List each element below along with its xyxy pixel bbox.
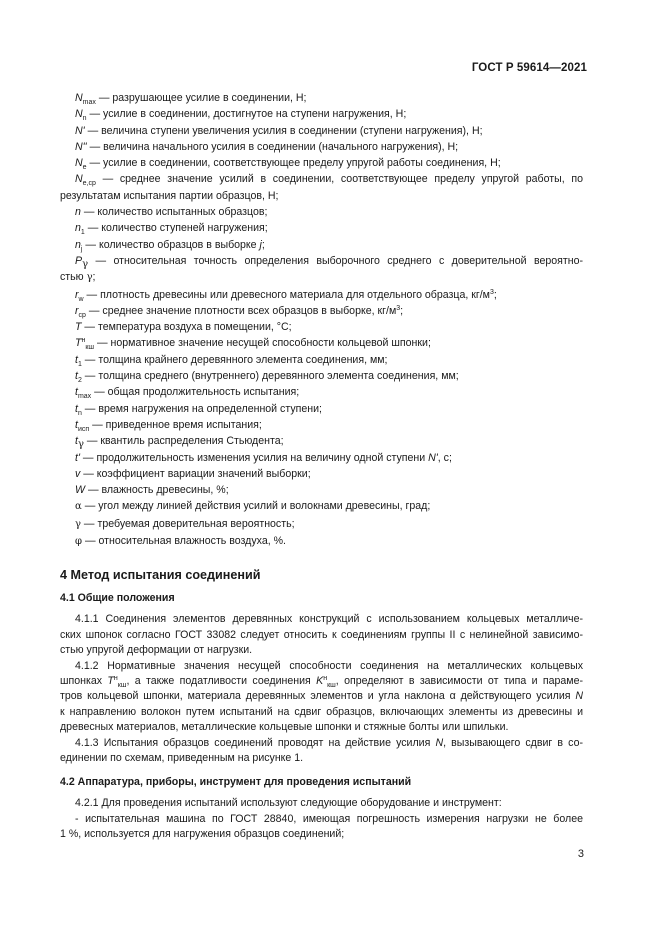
symbol-definition: $N_e$ — усилие в соединении, соответствующее пределу упругой работы соединения, Н; [75, 157, 501, 172]
page-number: 3 [577, 848, 584, 860]
symbol-definition: $n_j$ — количество образцов в выборке j; [75, 238, 265, 253]
symbol-definition: tγ — квантиль распределения Стьюдента; [75, 435, 284, 451]
symbol-definition: $T^н_{кш}$ — нормативное значение несущей способности кольцевой шпонки; [75, 337, 431, 352]
paragraph-4-1-3: 4.1.3 Испытания образцов соединений проводят на действие усилия N, вызывающего сдвиг в со- единении по схемам, приведенным на рисунке 1. [60, 736, 583, 764]
subsection-heading: 4.1 Общие положения [60, 592, 175, 605]
symbol-definition: N'' — величина начального усилия в соединении (начального нагружения), Н; [75, 140, 459, 153]
symbol-definition: t' — продолжительность изменения усилия на величину одной ступени N', с; [75, 451, 452, 464]
section-heading: 4 Метод испытания соединений [60, 568, 261, 583]
symbol-definition: Pγ — относительная точность определения выборочного среднего с доверительной вероятно- стью γ; [60, 254, 583, 284]
symbol-definition: $t_1$ — толщина крайнего деревянного элемента соединения, мм; [75, 353, 388, 368]
paragraph-4-1-1: 4.1.1 Соединения элементов деревянных конструкций с использованием кольцевых металличе- ских шпонок согласно ГОСТ 33082 следует относить к соединениям группы II с нелинейной зависимо- стью упругой деформации от нагрузки. [60, 613, 583, 657]
paragraph-4-1-2: 4.1.2 Нормативные значения несущей способности соединения на металлических кольцевых шпонках $T^н_{кш}$, а также податливости соединения $K^н_{кш}$, определяют в зависимости от типа и параме- тров кольцевой шпонки, материала деревянных элементов и угла наклона α действующего усилия N к направлению волокон путем испытаний на сдвиг образцов, включающих элементы из древесины и древесных материалов, металлические кольцевые шпонки и стяжные болты или шпильки. [60, 659, 583, 734]
symbol-definition: γ — требуемая доверительная вероятность; [75, 517, 295, 530]
paragraph-4-2-1: 4.2.1 Для проведения испытаний используют следующие оборудование и инструмент: [75, 797, 502, 810]
symbol-definition: W — влажность древесины, %; [75, 484, 229, 497]
symbol-definition: α — угол между линией действия усилий и волокнами древесины, град; [75, 500, 431, 513]
symbol-definition: v — коэффициент вариации значений выборки; [75, 467, 311, 480]
symbol-definition: $r_{ср}$ — среднее значение плотности всех образцов в выборке, $кг/м^3$; [75, 304, 404, 319]
symbol-definition: n — количество испытанных образцов; [75, 206, 268, 219]
symbol-definition: φ — относительная влажность воздуха, %. [75, 535, 286, 548]
symbol-definition: $r_w$ — плотность древесины или древесного материала для отдельного образца, $кг/м^3$; [75, 288, 497, 303]
symbol-definition: $t_{исп}$ — приведенное время испытания; [75, 418, 262, 433]
symbol-definition: $t_2$ — толщина среднего (внутреннего) деревянного элемента соединения, мм; [75, 370, 459, 385]
symbol-definition: N' — величина ступени увеличения усилия в соединении (ступени нагружения), Н; [75, 124, 483, 137]
symbol-definition: T — температура воздуха в помещении, °С; [75, 321, 292, 334]
paragraph-equipment-item: - испытательная машина по ГОСТ 28840, имеющая погрешность измерения нагрузки не более 1 %, используется для нагружения образцов соединений; [60, 812, 583, 841]
symbol-definition: $t_{max}$ — общая продолжительность испытания; [75, 386, 300, 401]
symbol-definition: $t_n$ — время нагружения на определенной ступени; [75, 402, 322, 417]
symbol-definition: $n_1$ — количество ступеней нагружения; [75, 222, 268, 237]
document-header: ГОСТ Р 59614—2021 [471, 62, 587, 74]
page-content [60, 90, 583, 843]
symbol-definition: $N_n$ — усилие в соединении, достигнутое на ступени нагружения, Н; [75, 108, 407, 123]
symbol-definition: $N_{e,cp}$ — среднее значение усилий в соединении, соответствующее пределу упругой работы, по результатам испытания партии образцов, Н; [60, 173, 583, 202]
subsection-heading: 4.2 Аппаратура, приборы, инструмент для проведения испытаний [60, 776, 412, 789]
symbol-definition: $N_{max}$ — разрушающее усилие в соединении, Н; [75, 92, 307, 106]
